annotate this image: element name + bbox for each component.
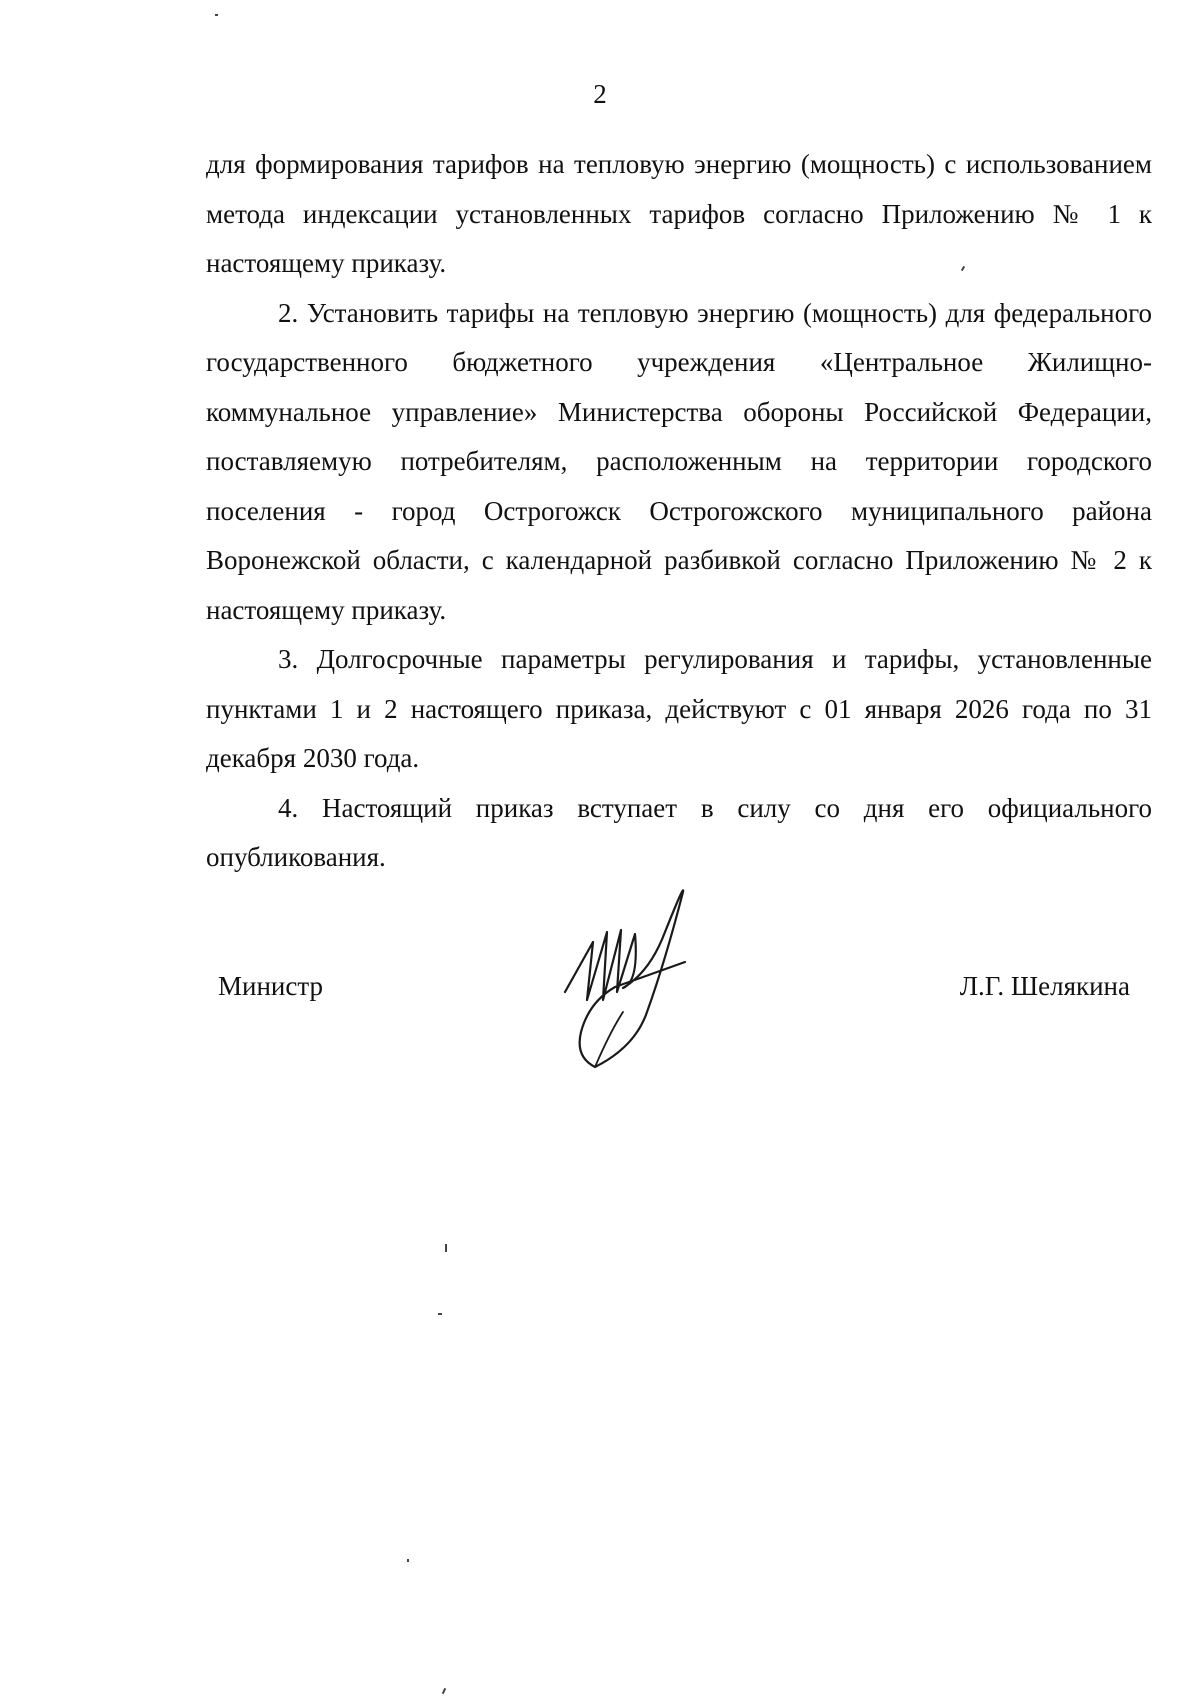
scan-speck xyxy=(438,1313,442,1315)
paragraph-item-4: 4. Настоящий приказ вступает в силу со дня его официального опубликования. xyxy=(206,792,1152,872)
scan-speck xyxy=(442,1688,446,1694)
signer-position: Министр xyxy=(218,971,323,1001)
paragraph-item-3: 3. Долгосрочные параметры регулирования и тарифы, установленные пунктами 1 и 2 настоящего приказа, действуют с 01 января 2026 года по 31 декабря 2030 года. xyxy=(206,644,1152,773)
scan-speck xyxy=(407,1559,409,1562)
page-number: 2 xyxy=(593,79,607,109)
document-body xyxy=(206,140,1152,883)
scan-speck xyxy=(215,14,218,16)
scan-speck xyxy=(445,1244,447,1252)
handwritten-signature xyxy=(555,872,705,1072)
paragraph-item-2: 2. Установить тарифы на тепловую энергию (мощность) для федерального государственного бюджетного учреждения «Центральное Жилищно-коммунальное управление» Министерства обороны Российской Федерации, поставляемую потребителям, расположенным на территории городского поселения - город Острогожск Острогожского муниципального района Воронежской области, с календарной разбивкой согласно Приложению № 2 к настоящему приказу. xyxy=(206,297,1152,625)
paragraph-continuation: для формирования тарифов на тепловую энергию (мощность) с использованием метода индексации установленных тарифов согласно Приложению № 1 к настоящему приказу. xyxy=(206,149,1152,278)
signer-name: Л.Г. Шелякина xyxy=(959,971,1130,1001)
